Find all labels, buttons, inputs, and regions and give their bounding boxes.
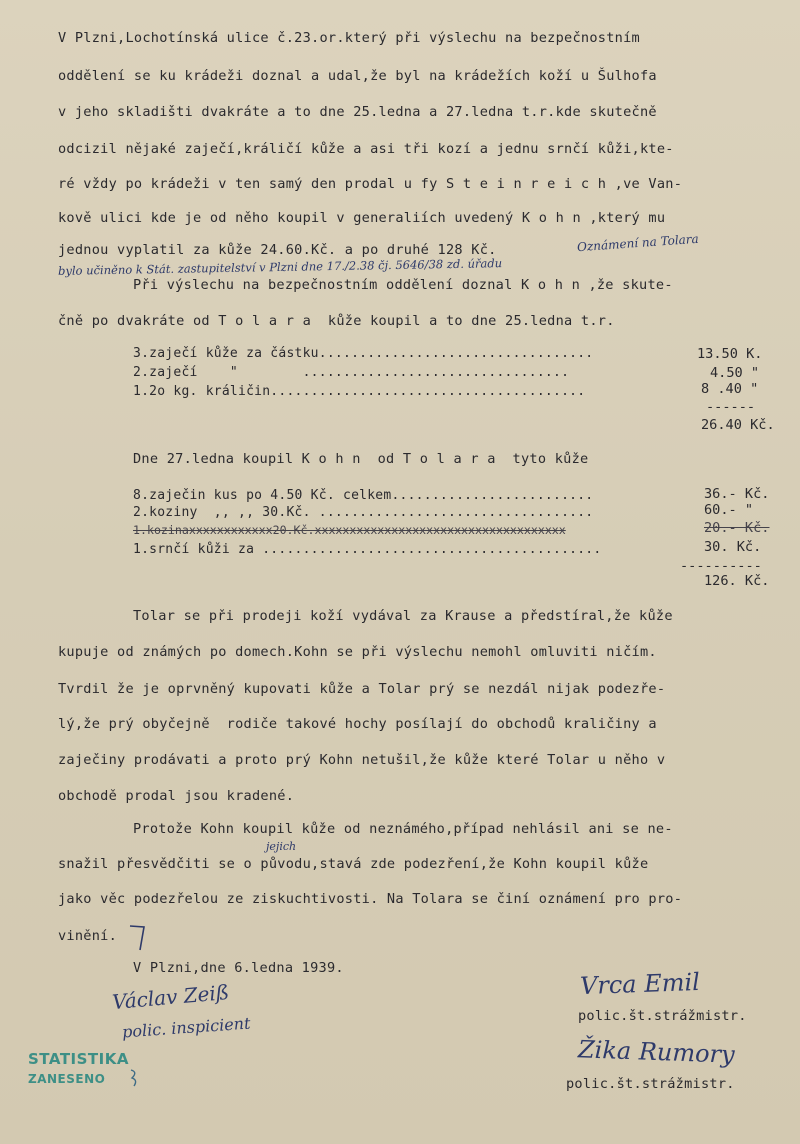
stamp-zaneseno: ZANESENO	[28, 1072, 106, 1086]
para2-line-1: Při výslechu na bezpečnostním oddělení doznal K o h n ,že skute-	[133, 277, 673, 293]
purchase2-item-2: 2.koziny ,, ,, 30.Kč. ..................................	[133, 505, 594, 520]
purchase2-amount-1: 36.- Kč.	[704, 486, 770, 502]
para3-line-6: obchodě prodal jsou kradené.	[58, 788, 295, 804]
purchase1-amount-2: 4.50 "	[710, 365, 760, 381]
purchase2-heading: Dne 27.ledna koupil K o h n od T o l a r a tyto kůže	[133, 451, 589, 467]
purchase2-rule: ----------	[680, 558, 762, 574]
handwritten-mark	[128, 924, 148, 954]
para2-line-2: čně po dvakráte od T o l a r a kůže koupil a to dne 25.ledna t.r.	[58, 313, 615, 329]
para1-line-3: v jeho skladišti dvakráte a to dne 25.ledna a 27.ledna t.r.kde skutečně	[58, 104, 657, 120]
purchase1-rule: ------	[706, 399, 756, 415]
right-signature-2: Žika Rumory	[577, 1035, 736, 1069]
right-signature-1: Vrca Emil	[579, 967, 701, 1001]
purchase1-amount-1: 13.50 K.	[697, 346, 763, 362]
purchase2-amount-3-struck: 20.- Kč.	[704, 520, 770, 536]
para3-line-5: zaječiny prodávati a proto prý Kohn netušil,že kůže které Tolar u něho v	[58, 752, 666, 768]
para1-line-5: ré vždy po krádeži v ten samý den prodal u fy S t e i n r e i c h ,ve Van-	[58, 176, 683, 192]
purchase2-item-3-struck: 1.kozinaxxxxxxxxxxxx20.Kč.xxxxxxxxxxxxxxxxxxxxxxxxxxxxxxxxxxxx	[133, 523, 566, 537]
stamp-check-mark	[128, 1066, 142, 1088]
purchase1-item-3: 1.2o kg. králičin.......................................	[133, 384, 586, 399]
purchase1-amount-3: 8 .40 "	[701, 381, 759, 397]
para1-line-2: oddělení se ku krádeži doznal a udal,že byl na krádežích koží u Šulhofa	[58, 68, 657, 84]
para1-line-6: kově ulici kde je od něho koupil v generaliích uvedený K o h n ,který mu	[58, 210, 666, 226]
para3-line-2: kupuje od známých po domech.Kohn se při výslechu nemohl omluviti ničím.	[58, 644, 657, 660]
para4-line-4: vinění.	[58, 928, 118, 944]
purchase2-total: 126. Kč.	[704, 573, 770, 589]
para3-line-3: Tvrdil že je oprvněný kupovati kůže a Tolar prý se nezdál nijak podezře-	[58, 681, 666, 697]
right-title-2: polic.št.strážmistr.	[566, 1076, 735, 1092]
para4-line-3: jako věc podezřelou ze ziskuchtivosti. Na Tolara se činí oznámení pro pro-	[58, 891, 683, 907]
para1-line-1: V Plzni,Lochotínská ulice č.23.or.který při výslechu na bezpečnostním	[58, 30, 640, 46]
purchase1-total: 26.40 Kč.	[701, 417, 775, 433]
purchase2-amount-4: 30. Kč.	[704, 539, 762, 555]
para1-line-4: odcizil nějaké zaječí,králičí kůže a asi tři kozí a jednu srnčí kůži,kte-	[58, 141, 674, 157]
purchase2-item-4: 1.srnčí kůži za ..........................................	[133, 542, 602, 557]
right-title-1: polic.št.strážmistr.	[578, 1008, 747, 1024]
purchase1-item-2: 2.zaječí " .................................	[133, 365, 570, 380]
para3-line-1: Tolar se při prodeji koží vydával za Krause a předstíral,že kůže	[133, 608, 673, 624]
handwritten-insert: jejich	[266, 840, 297, 853]
left-signature: Václav Zeiß	[111, 979, 231, 1015]
para4-line-2: snažil přesvědčiti se o původu,stavá zde podezření,že Kohn koupil kůže	[58, 856, 649, 872]
handwritten-note-2: bylo učiněno k Stát. zastupitelství v Plzni dne 17./2.38 čj. 5646/38 zd. úřadu	[57, 256, 503, 278]
para4-line-1: Protože Kohn koupil kůže od neznámého,případ nehlásil ani se ne-	[133, 821, 673, 837]
left-signature-title: polic. inspicient	[121, 1013, 252, 1042]
handwritten-note-1: Oznámení na Tolara	[576, 231, 700, 255]
purchase2-item-1: 8.zaječin kus po 4.50 Kč. celkem.........................	[133, 488, 594, 503]
purchase1-item-1: 3.zaječí kůže za částku..................................	[133, 346, 594, 361]
purchase2-amount-2: 60.- "	[704, 502, 754, 518]
stamp-statistika: STATISTIKA	[28, 1050, 129, 1068]
para3-line-4: lý,že prý obyčejně rodiče takové hochy posílají do obchodů kraličiny a	[58, 716, 657, 732]
date-line: V Plzni,dne 6.ledna 1939.	[133, 960, 344, 976]
para1-line-7: jednou vyplatil za kůže 24.60.Kč. a po druhé 128 Kč.	[58, 242, 497, 258]
